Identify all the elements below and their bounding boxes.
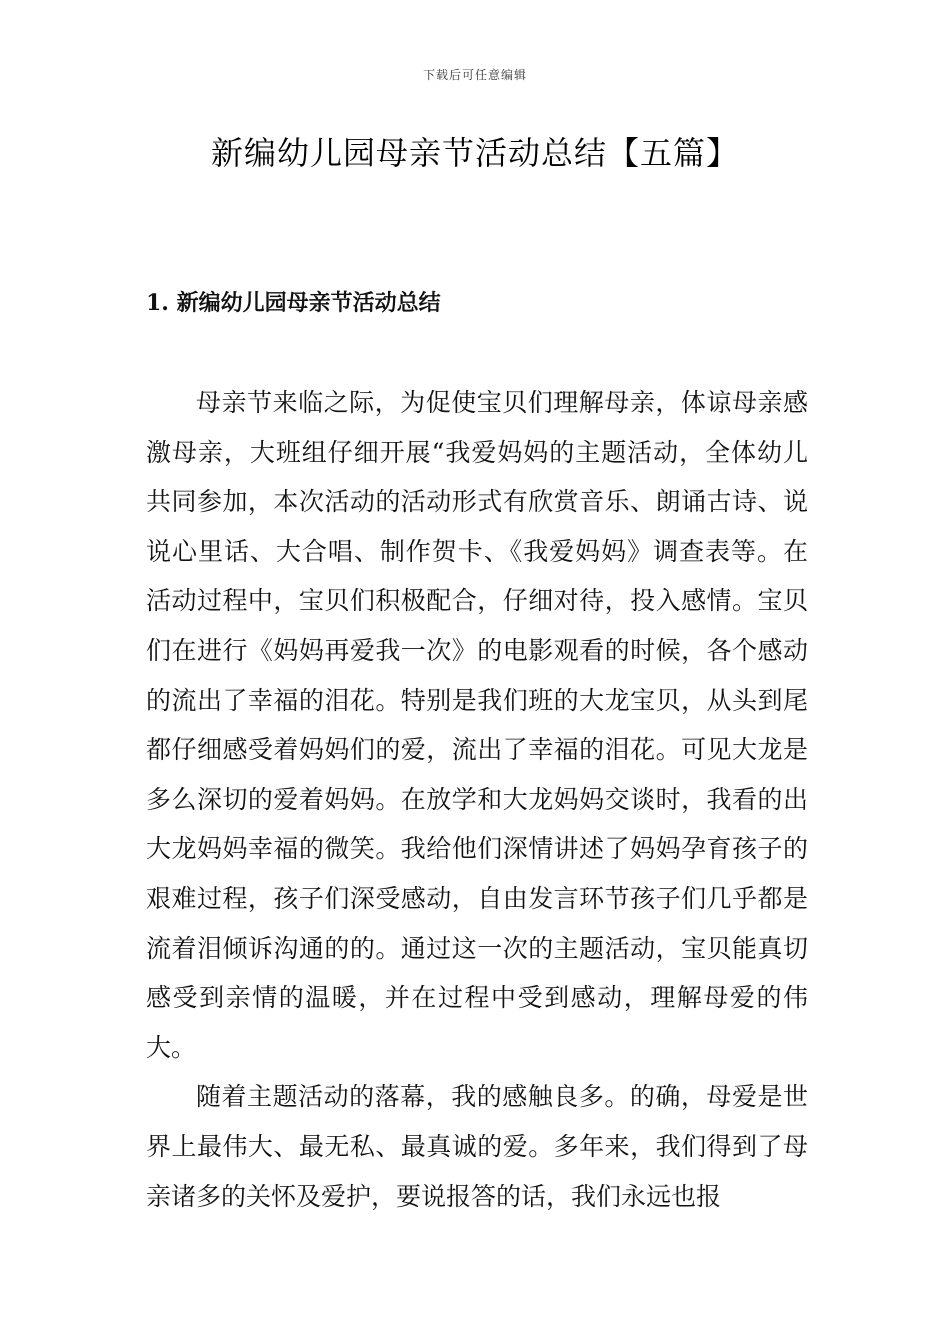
- document-title: 新编幼儿园母亲节活动总结【五篇】: [210, 134, 739, 172]
- section-heading: 1. 新编幼儿园母亲节活动总结: [146, 290, 441, 316]
- paragraph: 母亲节来临之际，为促使宝贝们理解母亲，体谅母亲感激母亲，大班组仔细开展“我爱妈妈的主题活动，全体幼儿共同参加，本次活动的活动形式有欣赏音乐、朗诵古诗、说说心里话、大合唱、制作贺卡、《我爱妈妈》调查表等。在活动过程中，宝贝们积极配合，仔细对待，投入感情。宝贝们在进行《妈妈再爱我一次》的电影观看的时候，各个感动的流出了幸福的泪花。特别是我们班的大龙宝贝，从头到尾都仔细感受着妈妈们的爱，流出了幸福的泪花。可见大龙是多么深切的爱着妈妈。在放学和大龙妈妈交谈时，我看的出大龙妈妈幸福的微笑。我给他们深情讲述了妈妈孕育孩子的艰难过程，孩子们深受感动，自由发言环节孩子们几乎都是流着泪倾诉沟通的的。通过这一次的主题活动，宝贝能真切感受到亲情的温暖，并在过程中受到感动，理解母爱的伟大。: [146, 388, 808, 1062]
- header-note: 下载后可任意编辑: [422, 68, 527, 82]
- body-text: [146, 378, 808, 1221]
- paragraph: 随着主题活动的落幕，我的感触良多。的确，母爱是世界上最伟大、最无私、最真诚的爱。多年来，我们得到了母亲诸多的关怀及爱护，要说报答的话，我们永远也报: [146, 1082, 808, 1211]
